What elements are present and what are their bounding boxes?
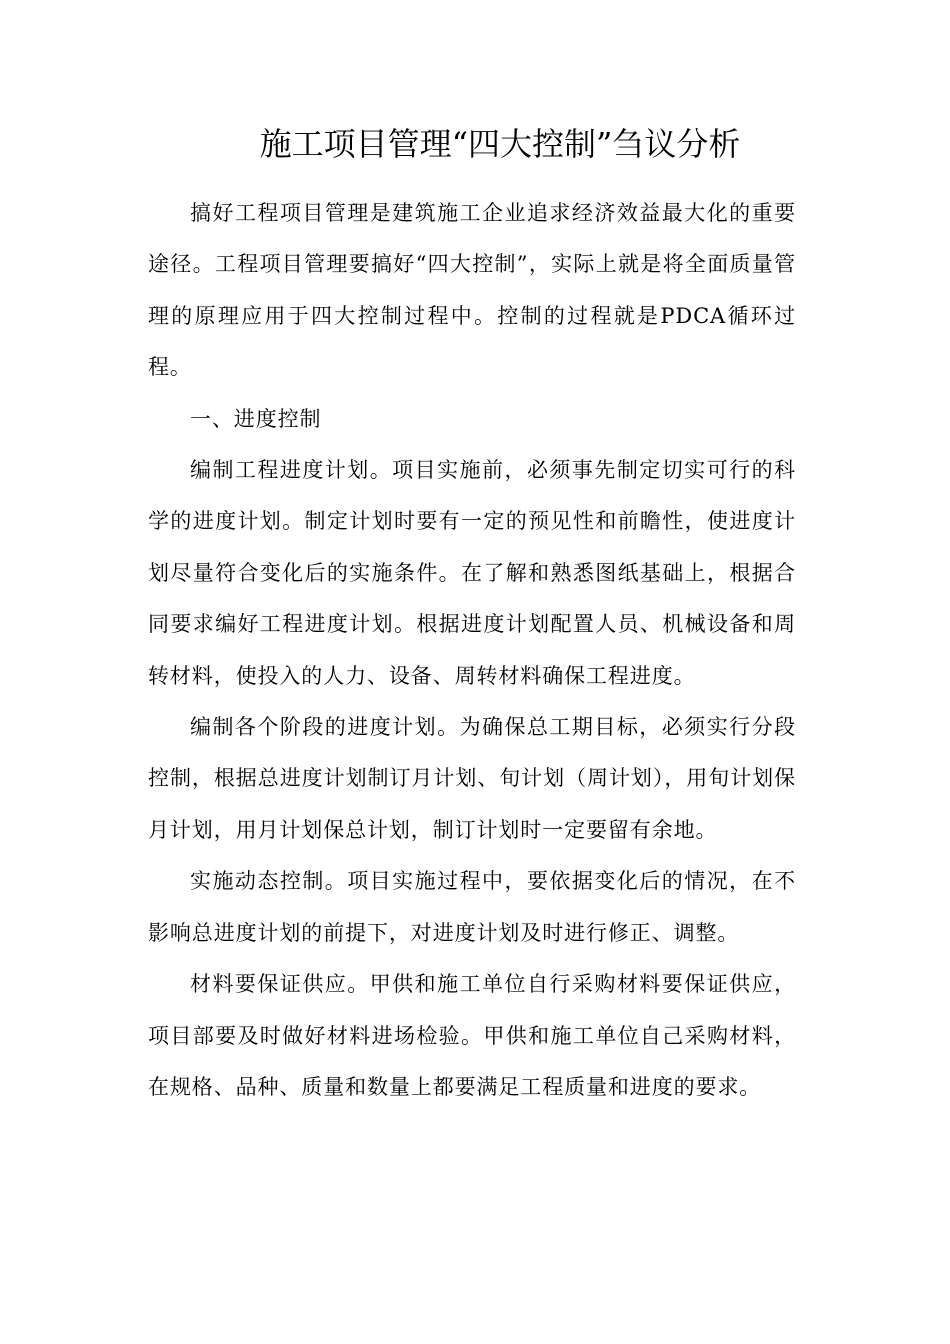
document-body	[148, 188, 796, 1113]
document-title: 施工项目管理“四大控制”刍议分析	[259, 125, 741, 163]
paragraph-phase-plan: 编制各个阶段的进度计划。为确保总工期目标，必须实行分段控制，根据总进度计划制订月计划、旬计划（周计划），用旬计划保月计划，用月计划保总计划，制订计划时一定要留有余地。	[148, 715, 796, 842]
paragraph-schedule-plan: 编制工程进度计划。项目实施前，必须事先制定切实可行的科学的进度计划。制定计划时要有一定的预见性和前瞻性，使进度计划尽量符合变化后的实施条件。在了解和熟悉图纸基础上，根据合同要求编好工程进度计划。根据进度计划配置人员、机械设备和周转材料，使投入的人力、设备、周转材料确保工程进度。	[148, 458, 796, 688]
paragraph-material-supply: 材料要保证供应。甲供和施工单位自行采购材料要保证供应，项目部要及时做好材料进场检验。甲供和施工单位自己采购材料，在规格、品种、质量和数量上都要满足工程质量和进度的要求。	[148, 972, 796, 1099]
paragraph-dynamic-control: 实施动态控制。项目实施过程中，要依据变化后的情况，在不影响总进度计划的前提下，对进度计划及时进行修正、调整。	[148, 869, 796, 945]
section-heading-schedule-control: 一、进度控制	[190, 406, 322, 431]
paragraph-intro: 搞好工程项目管理是建筑施工企业追求经济效益最大化的重要途径。工程项目管理要搞好“四大控制”，实际上就是将全面质量管理的原理应用于四大控制过程中。控制的过程就是PDCA循环过程。	[148, 201, 796, 380]
